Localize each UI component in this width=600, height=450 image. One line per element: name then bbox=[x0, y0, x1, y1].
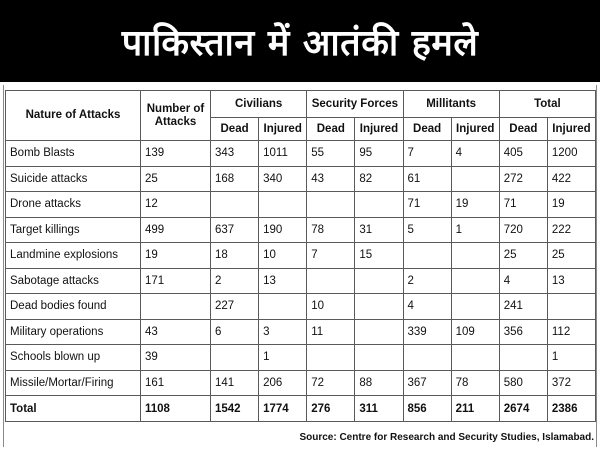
cell-civilians-injured: 1011 bbox=[259, 141, 307, 167]
cell-total-dead: 241 bbox=[499, 294, 547, 320]
cell-security-dead: 55 bbox=[307, 141, 355, 167]
header-sub-injured: Injured bbox=[547, 118, 595, 141]
cell-civilians-injured: 340 bbox=[259, 166, 307, 192]
table-row bbox=[6, 192, 596, 218]
cell-security-dead: 11 bbox=[307, 319, 355, 345]
cell-count bbox=[141, 294, 211, 320]
header-sub-dead: Dead bbox=[403, 118, 451, 141]
attacks-table bbox=[5, 90, 596, 422]
cell-total-dead: 71 bbox=[499, 192, 547, 218]
cell-civilians-injured bbox=[259, 192, 307, 218]
cell-total-injured bbox=[547, 294, 595, 320]
table-row bbox=[6, 370, 596, 396]
cell-militants-injured: 19 bbox=[451, 192, 499, 218]
cell-total-dead: 405 bbox=[499, 141, 547, 167]
cell-nature: Landmine explosions bbox=[6, 243, 141, 269]
header-group-security-forces: Security Forces bbox=[307, 91, 403, 118]
cell-militants-dead: 7 bbox=[403, 141, 451, 167]
cell-security-injured bbox=[355, 319, 403, 345]
cell-security-injured bbox=[355, 294, 403, 320]
header-sub-dead: Dead bbox=[499, 118, 547, 141]
cell-count: 139 bbox=[141, 141, 211, 167]
cell-total-injured: 222 bbox=[547, 217, 595, 243]
cell-militants-dead: 61 bbox=[403, 166, 451, 192]
header-sub-dead: Dead bbox=[211, 118, 259, 141]
cell-civilians-injured: 13 bbox=[259, 268, 307, 294]
total-total-dead: 2674 bbox=[499, 396, 547, 422]
cell-civilians-injured: 190 bbox=[259, 217, 307, 243]
table-row bbox=[6, 268, 596, 294]
total-civilians-injured: 1774 bbox=[259, 396, 307, 422]
cell-civilians-dead: 141 bbox=[211, 370, 259, 396]
cell-security-dead bbox=[307, 192, 355, 218]
cell-civilians-dead: 168 bbox=[211, 166, 259, 192]
cell-total-injured: 1 bbox=[547, 345, 595, 371]
cell-security-dead bbox=[307, 268, 355, 294]
table-body bbox=[6, 141, 596, 422]
cell-nature: Military operations bbox=[6, 319, 141, 345]
header-group-civilians: Civilians bbox=[211, 91, 307, 118]
total-label: Total bbox=[6, 396, 141, 422]
total-security-injured: 311 bbox=[355, 396, 403, 422]
cell-militants-dead: 71 bbox=[403, 192, 451, 218]
cell-civilians-dead bbox=[211, 192, 259, 218]
cell-total-injured: 13 bbox=[547, 268, 595, 294]
table-panel bbox=[0, 82, 600, 450]
cell-nature: Dead bodies found bbox=[6, 294, 141, 320]
cell-security-injured: 88 bbox=[355, 370, 403, 396]
cell-total-injured: 112 bbox=[547, 319, 595, 345]
title-banner bbox=[0, 0, 600, 82]
cell-security-dead: 78 bbox=[307, 217, 355, 243]
cell-total-dead: 25 bbox=[499, 243, 547, 269]
cell-militants-dead: 4 bbox=[403, 294, 451, 320]
cell-total-dead: 356 bbox=[499, 319, 547, 345]
cell-count: 171 bbox=[141, 268, 211, 294]
cell-nature: Bomb Blasts bbox=[6, 141, 141, 167]
total-total-injured: 2386 bbox=[547, 396, 595, 422]
table-row bbox=[6, 166, 596, 192]
cell-militants-dead: 339 bbox=[403, 319, 451, 345]
cell-security-dead: 72 bbox=[307, 370, 355, 396]
total-militants-injured: 211 bbox=[451, 396, 499, 422]
cell-civilians-injured: 10 bbox=[259, 243, 307, 269]
cell-security-injured bbox=[355, 268, 403, 294]
header-count: Number of Attacks bbox=[141, 91, 211, 141]
table-header bbox=[6, 91, 596, 141]
cell-count: 499 bbox=[141, 217, 211, 243]
header-group-militants: Millitants bbox=[403, 91, 499, 118]
header-nature: Nature of Attacks bbox=[6, 91, 141, 141]
header-sub-dead: Dead bbox=[307, 118, 355, 141]
cell-militants-injured bbox=[451, 166, 499, 192]
total-civilians-dead: 1542 bbox=[211, 396, 259, 422]
cell-militants-dead: 2 bbox=[403, 268, 451, 294]
cell-civilians-dead: 18 bbox=[211, 243, 259, 269]
cell-total-dead: 4 bbox=[499, 268, 547, 294]
cell-militants-injured bbox=[451, 243, 499, 269]
cell-civilians-dead: 637 bbox=[211, 217, 259, 243]
cell-militants-dead: 367 bbox=[403, 370, 451, 396]
cell-nature: Schools blown up bbox=[6, 345, 141, 371]
cell-security-injured: 95 bbox=[355, 141, 403, 167]
cell-militants-injured: 78 bbox=[451, 370, 499, 396]
cell-militants-dead: 5 bbox=[403, 217, 451, 243]
cell-civilians-injured bbox=[259, 294, 307, 320]
table-row bbox=[6, 141, 596, 167]
cell-total-dead: 580 bbox=[499, 370, 547, 396]
cell-militants-dead bbox=[403, 345, 451, 371]
table-row bbox=[6, 345, 596, 371]
table-row bbox=[6, 217, 596, 243]
header-sub-injured: Injured bbox=[259, 118, 307, 141]
cell-total-dead: 720 bbox=[499, 217, 547, 243]
cell-militants-injured: 109 bbox=[451, 319, 499, 345]
header-sub-injured: Injured bbox=[451, 118, 499, 141]
cell-total-injured: 19 bbox=[547, 192, 595, 218]
cell-count: 43 bbox=[141, 319, 211, 345]
cell-militants-injured: 1 bbox=[451, 217, 499, 243]
cell-count: 39 bbox=[141, 345, 211, 371]
cell-count: 12 bbox=[141, 192, 211, 218]
header-sub-injured: Injured bbox=[355, 118, 403, 141]
cell-civilians-injured: 3 bbox=[259, 319, 307, 345]
cell-security-dead: 43 bbox=[307, 166, 355, 192]
table-row bbox=[6, 294, 596, 320]
cell-civilians-dead: 343 bbox=[211, 141, 259, 167]
source-note: Source: Centre for Research and Security Studies, Islamabad. bbox=[299, 432, 594, 443]
page-title: पाकिस्तान में आतंकी हमले bbox=[121, 22, 479, 64]
cell-militants-injured: 4 bbox=[451, 141, 499, 167]
cell-civilians-injured: 1 bbox=[259, 345, 307, 371]
cell-civilians-dead: 227 bbox=[211, 294, 259, 320]
cell-total-dead: 272 bbox=[499, 166, 547, 192]
cell-nature: Drone attacks bbox=[6, 192, 141, 218]
cell-militants-dead bbox=[403, 243, 451, 269]
cell-security-injured: 31 bbox=[355, 217, 403, 243]
cell-count: 161 bbox=[141, 370, 211, 396]
table-row bbox=[6, 319, 596, 345]
cell-security-injured: 82 bbox=[355, 166, 403, 192]
cell-civilians-dead: 6 bbox=[211, 319, 259, 345]
cell-total-injured: 422 bbox=[547, 166, 595, 192]
cell-count: 19 bbox=[141, 243, 211, 269]
cell-security-dead: 10 bbox=[307, 294, 355, 320]
table-row bbox=[6, 243, 596, 269]
total-militants-dead: 856 bbox=[403, 396, 451, 422]
cell-security-injured: 15 bbox=[355, 243, 403, 269]
cell-total-injured: 372 bbox=[547, 370, 595, 396]
cell-security-injured bbox=[355, 345, 403, 371]
cell-militants-injured bbox=[451, 268, 499, 294]
cell-nature: Sabotage attacks bbox=[6, 268, 141, 294]
cell-security-injured bbox=[355, 192, 403, 218]
cell-total-injured: 1200 bbox=[547, 141, 595, 167]
cell-nature: Suicide attacks bbox=[6, 166, 141, 192]
total-row bbox=[6, 396, 596, 422]
cell-civilians-dead bbox=[211, 345, 259, 371]
cell-count: 25 bbox=[141, 166, 211, 192]
cell-militants-injured bbox=[451, 294, 499, 320]
header-group-total: Total bbox=[499, 91, 595, 118]
cell-civilians-injured: 206 bbox=[259, 370, 307, 396]
cell-militants-injured bbox=[451, 345, 499, 371]
cell-civilians-dead: 2 bbox=[211, 268, 259, 294]
cell-total-dead bbox=[499, 345, 547, 371]
cell-total-injured: 25 bbox=[547, 243, 595, 269]
cell-nature: Missile/Mortar/Firing bbox=[6, 370, 141, 396]
cell-nature: Target killings bbox=[6, 217, 141, 243]
cell-security-dead: 7 bbox=[307, 243, 355, 269]
total-count: 1108 bbox=[141, 396, 211, 422]
cell-security-dead bbox=[307, 345, 355, 371]
total-security-dead: 276 bbox=[307, 396, 355, 422]
